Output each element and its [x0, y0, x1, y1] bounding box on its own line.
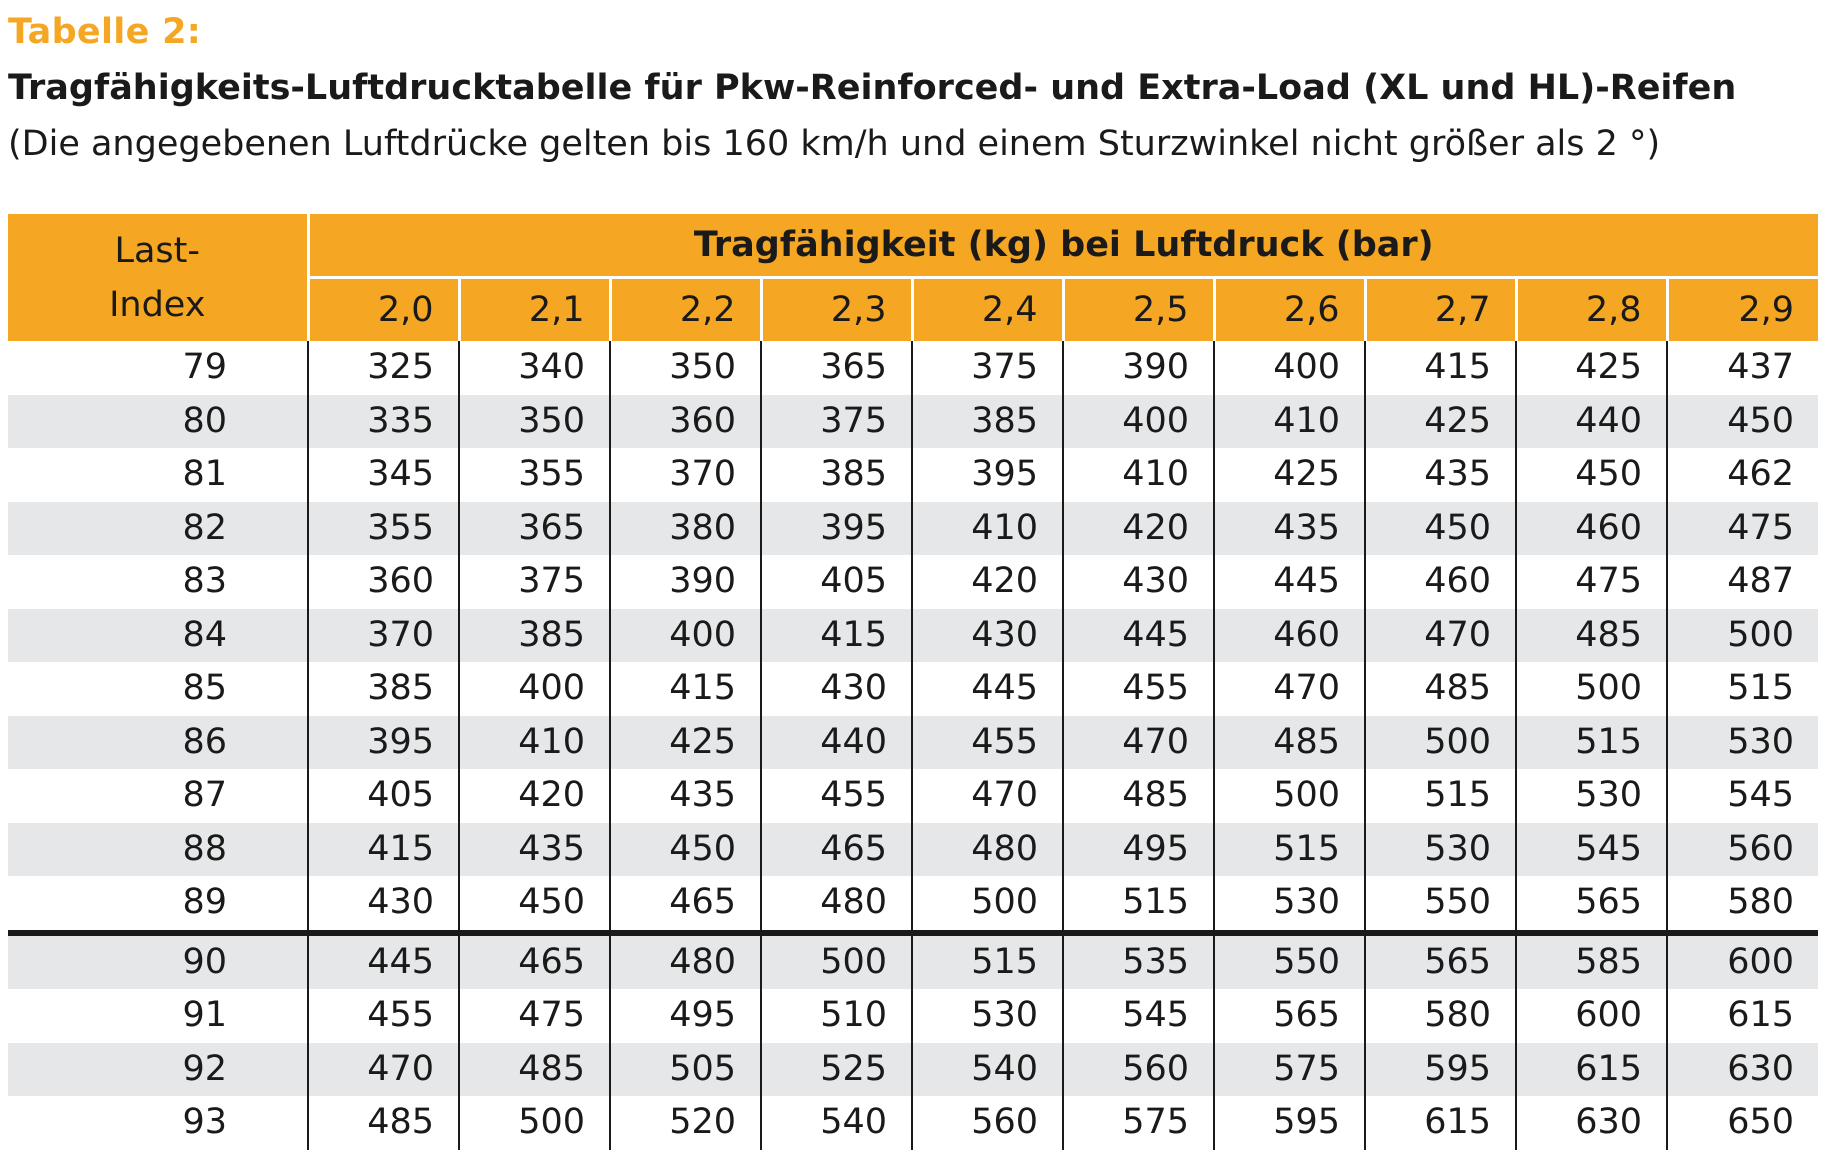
capacity-cell: 355: [459, 448, 610, 502]
capacity-cell: 410: [912, 502, 1063, 556]
capacity-cell: 600: [1516, 989, 1667, 1043]
capacity-cell: 510: [761, 989, 912, 1043]
pressure-header-cell: 2,2: [610, 278, 761, 342]
capacity-cell: 430: [912, 609, 1063, 663]
pressure-header-cell: 2,0: [308, 278, 459, 342]
capacity-cell: 390: [610, 555, 761, 609]
table-row: [8, 662, 1818, 716]
capacity-cell: 335: [308, 395, 459, 449]
capacity-cell: 565: [1516, 876, 1667, 933]
capacity-cell: 440: [1516, 395, 1667, 449]
capacity-cell: 425: [1365, 395, 1516, 449]
capacity-cell: 390: [1063, 341, 1214, 395]
capacity-cell: 575: [1063, 1096, 1214, 1150]
pressure-header-cell: 2,7: [1365, 278, 1516, 342]
table-row: [8, 1096, 1818, 1150]
capacity-cell: 595: [1365, 1043, 1516, 1097]
capacity-cell: 370: [610, 448, 761, 502]
capacity-cell: 525: [761, 1043, 912, 1097]
capacity-cell: 545: [1063, 989, 1214, 1043]
capacity-cell: 450: [459, 876, 610, 933]
table-row: [8, 823, 1818, 877]
capacity-cell: 630: [1667, 1043, 1818, 1097]
capacity-cell: 400: [459, 662, 610, 716]
capacity-cell: 480: [761, 876, 912, 933]
capacity-cell: 365: [761, 341, 912, 395]
table-row: [8, 876, 1818, 933]
load-index-cell: 90: [8, 933, 308, 990]
capacity-cell: 385: [459, 609, 610, 663]
capacity-cell: 485: [459, 1043, 610, 1097]
capacity-cell: 425: [610, 716, 761, 770]
capacity-cell: 415: [308, 823, 459, 877]
load-index-cell: 85: [8, 662, 308, 716]
load-index-header: [8, 214, 308, 341]
table-row: [8, 448, 1818, 502]
capacity-cell: 385: [367, 668, 434, 709]
load-pressure-table: [8, 214, 1818, 1150]
table-label: Tabelle 2:: [8, 12, 202, 52]
capacity-cell: 385: [912, 395, 1063, 449]
pressure-header-cell: 2,5: [1063, 278, 1214, 342]
capacity-cell: 575: [1214, 1043, 1365, 1097]
capacity-cell: 500: [761, 933, 912, 990]
load-index-cell: 86: [8, 716, 308, 770]
capacity-cell: 500: [1667, 609, 1818, 663]
capacity-cell: 420: [1063, 502, 1214, 556]
capacity-cell: 550: [1365, 876, 1516, 933]
load-index-cell: 82: [8, 502, 308, 556]
load-index-cell: 93: [8, 1096, 308, 1150]
table-row: [8, 502, 1818, 556]
capacity-cell: 465: [459, 933, 610, 990]
capacity-cell: 450: [610, 823, 761, 877]
capacity-cell: 370: [308, 609, 459, 663]
capacity-cell: 500: [1516, 662, 1667, 716]
capacity-cell: 425: [1214, 448, 1365, 502]
capacity-cell: 500: [1365, 716, 1516, 770]
capacity-cell: 435: [459, 823, 610, 877]
capacity-cell: 565: [1214, 989, 1365, 1043]
load-index-cell: 88: [8, 823, 308, 877]
capacity-cell: 375: [459, 555, 610, 609]
capacity-cell: 405: [367, 775, 434, 816]
capacity-cell: 355: [308, 502, 459, 556]
capacity-cell: 340: [459, 341, 610, 395]
capacity-cell: 437: [1667, 341, 1818, 395]
table-row: [8, 555, 1818, 609]
capacity-cell: 487: [1667, 555, 1818, 609]
capacity-cell: 520: [610, 1096, 761, 1150]
capacity-cell: 515: [1365, 769, 1516, 823]
capacity-cell: 415: [1365, 341, 1516, 395]
capacity-cell: 650: [1667, 1096, 1818, 1150]
capacity-cell: 360: [367, 561, 434, 602]
capacity-cell: 350: [459, 395, 610, 449]
capacity-cell: 420: [912, 555, 1063, 609]
capacity-cell: 515: [1214, 823, 1365, 877]
capacity-cell: 475: [459, 989, 610, 1043]
capacity-cell: 470: [912, 769, 1063, 823]
capacity-cell: 395: [912, 448, 1063, 502]
capacity-cell: 470: [1365, 609, 1516, 663]
capacity-cell: 325: [367, 347, 434, 388]
capacity-cell: 485: [1365, 662, 1516, 716]
capacity-cell: 350: [610, 341, 761, 395]
table-row: [8, 716, 1818, 770]
capacity-cell: 630: [1516, 1096, 1667, 1150]
capacity-cell: 515: [1667, 662, 1818, 716]
capacity-cell: 400: [610, 609, 761, 663]
table-body: [8, 341, 1818, 1150]
capacity-cell: 365: [459, 502, 610, 556]
capacity-cell: 455: [1063, 662, 1214, 716]
capacity-cell: 400: [1063, 395, 1214, 449]
capacity-cell: 530: [1667, 716, 1818, 770]
capacity-cell: 460: [1214, 609, 1365, 663]
load-index-header-line2: Index: [109, 284, 206, 325]
capacity-cell: 505: [610, 1043, 761, 1097]
capacity-cell: 415: [761, 609, 912, 663]
capacity-cell: 480: [912, 823, 1063, 877]
capacity-cell: 515: [1516, 716, 1667, 770]
capacity-cell: 360: [610, 395, 761, 449]
capacity-cell: 410: [1214, 395, 1365, 449]
capacity-cell: 420: [459, 769, 610, 823]
capacity-cell: 615: [1365, 1096, 1516, 1150]
table-row: [8, 769, 1818, 823]
capacity-cell: 415: [610, 662, 761, 716]
capacity-group-header: Tragfähigkeit (kg) bei Luftdruck (bar): [308, 214, 1818, 278]
capacity-cell: 500: [912, 876, 1063, 933]
capacity-cell: 600: [1667, 933, 1818, 990]
capacity-cell: 410: [1063, 448, 1214, 502]
capacity-cell: 615: [1667, 989, 1818, 1043]
capacity-cell: 395: [308, 716, 459, 770]
capacity-cell: 465: [761, 823, 912, 877]
capacity-cell: 595: [1214, 1096, 1365, 1150]
capacity-cell: 485: [1516, 609, 1667, 663]
capacity-cell: 475: [1516, 555, 1667, 609]
capacity-cell: 450: [1365, 502, 1516, 556]
table-row: [8, 1043, 1818, 1097]
capacity-cell: 495: [610, 989, 761, 1043]
capacity-cell: 400: [1214, 341, 1365, 395]
capacity-cell: 345: [367, 454, 434, 495]
capacity-cell: 462: [1667, 448, 1818, 502]
capacity-cell: 445: [308, 933, 459, 990]
capacity-cell: 560: [912, 1096, 1063, 1150]
load-index-cell: 81: [8, 448, 308, 502]
capacity-cell: 480: [610, 933, 761, 990]
capacity-cell: 465: [610, 876, 761, 933]
capacity-cell: 530: [1365, 823, 1516, 877]
table-row: [8, 933, 1818, 990]
load-index-cell: 84: [8, 609, 308, 663]
pressure-header-cell: 2,9: [1667, 278, 1818, 342]
table-row: [8, 341, 1818, 395]
capacity-cell: 430: [761, 662, 912, 716]
capacity-cell: 485: [1063, 769, 1214, 823]
capacity-cell: 565: [1365, 933, 1516, 990]
capacity-cell: 460: [1516, 502, 1667, 556]
capacity-cell: 470: [1063, 716, 1214, 770]
capacity-cell: 560: [1063, 1043, 1214, 1097]
capacity-cell: 450: [1667, 395, 1818, 449]
capacity-cell: 430: [1063, 555, 1214, 609]
capacity-cell: 435: [1214, 502, 1365, 556]
load-index-cell: 87: [8, 769, 308, 823]
capacity-cell: 445: [1063, 609, 1214, 663]
pressure-header-cell: 2,3: [761, 278, 912, 342]
capacity-cell: 430: [308, 876, 459, 933]
capacity-cell: 475: [1667, 502, 1818, 556]
capacity-cell: 435: [1365, 448, 1516, 502]
capacity-cell: 545: [1667, 769, 1818, 823]
capacity-cell: 460: [1365, 555, 1516, 609]
capacity-cell: 385: [761, 448, 912, 502]
capacity-cell: 395: [761, 502, 912, 556]
capacity-cell: 515: [912, 933, 1063, 990]
capacity-cell: 450: [1516, 448, 1667, 502]
table-row: [8, 395, 1818, 449]
capacity-cell: 540: [761, 1096, 912, 1150]
load-index-cell: 92: [8, 1043, 308, 1097]
capacity-cell: 580: [1667, 876, 1818, 933]
capacity-cell: 470: [1214, 662, 1365, 716]
table-row: [8, 609, 1818, 663]
capacity-cell: 470: [308, 1043, 459, 1097]
capacity-cell: 425: [1516, 341, 1667, 395]
capacity-cell: 485: [1214, 716, 1365, 770]
pressure-header-cell: 2,6: [1214, 278, 1365, 342]
capacity-cell: 535: [1063, 933, 1214, 990]
capacity-cell: 380: [610, 502, 761, 556]
capacity-cell: 455: [761, 769, 912, 823]
capacity-cell: 545: [1516, 823, 1667, 877]
load-index-cell: 80: [8, 395, 308, 449]
capacity-cell: 445: [912, 662, 1063, 716]
capacity-cell: 560: [1667, 823, 1818, 877]
table-header: [8, 214, 1818, 341]
capacity-cell: 485: [367, 1102, 434, 1143]
capacity-cell: 540: [912, 1043, 1063, 1097]
pressure-header-cell: 2,8: [1516, 278, 1667, 342]
load-index-cell: 83: [8, 555, 308, 609]
capacity-cell: 435: [610, 769, 761, 823]
capacity-cell: 500: [1214, 769, 1365, 823]
load-index-cell: 89: [8, 876, 308, 933]
load-index-cell: 79: [8, 341, 308, 395]
capacity-cell: 410: [459, 716, 610, 770]
capacity-cell: 455: [912, 716, 1063, 770]
capacity-cell: 580: [1365, 989, 1516, 1043]
capacity-cell: 585: [1516, 933, 1667, 990]
capacity-cell: 445: [1214, 555, 1365, 609]
capacity-cell: 530: [912, 989, 1063, 1043]
capacity-cell: 455: [367, 995, 434, 1036]
table-row: [8, 989, 1818, 1043]
capacity-cell: 515: [1063, 876, 1214, 933]
table-title: Tragfähigkeits-Luftdrucktabelle für Pkw-Reinforced- und Extra-Load (XL und HL)-Reifen: [8, 68, 1737, 108]
load-index-header-line1: Last-: [114, 230, 201, 271]
capacity-cell: 530: [1214, 876, 1365, 933]
capacity-cell: 375: [761, 395, 912, 449]
table-subtitle: (Die angegebenen Luftdrücke gelten bis 160 km/h und einem Sturzwinkel nicht größer als 2 °): [8, 124, 1661, 164]
capacity-cell: 530: [1516, 769, 1667, 823]
capacity-cell: 500: [459, 1096, 610, 1150]
capacity-cell: 440: [761, 716, 912, 770]
capacity-cell: 550: [1214, 933, 1365, 990]
capacity-cell: 375: [912, 341, 1063, 395]
capacity-cell: 405: [761, 555, 912, 609]
pressure-header-cell: 2,4: [912, 278, 1063, 342]
pressure-header-cell: 2,1: [459, 278, 610, 342]
capacity-cell: 495: [1063, 823, 1214, 877]
capacity-cell: 615: [1516, 1043, 1667, 1097]
load-index-cell: 91: [8, 989, 308, 1043]
